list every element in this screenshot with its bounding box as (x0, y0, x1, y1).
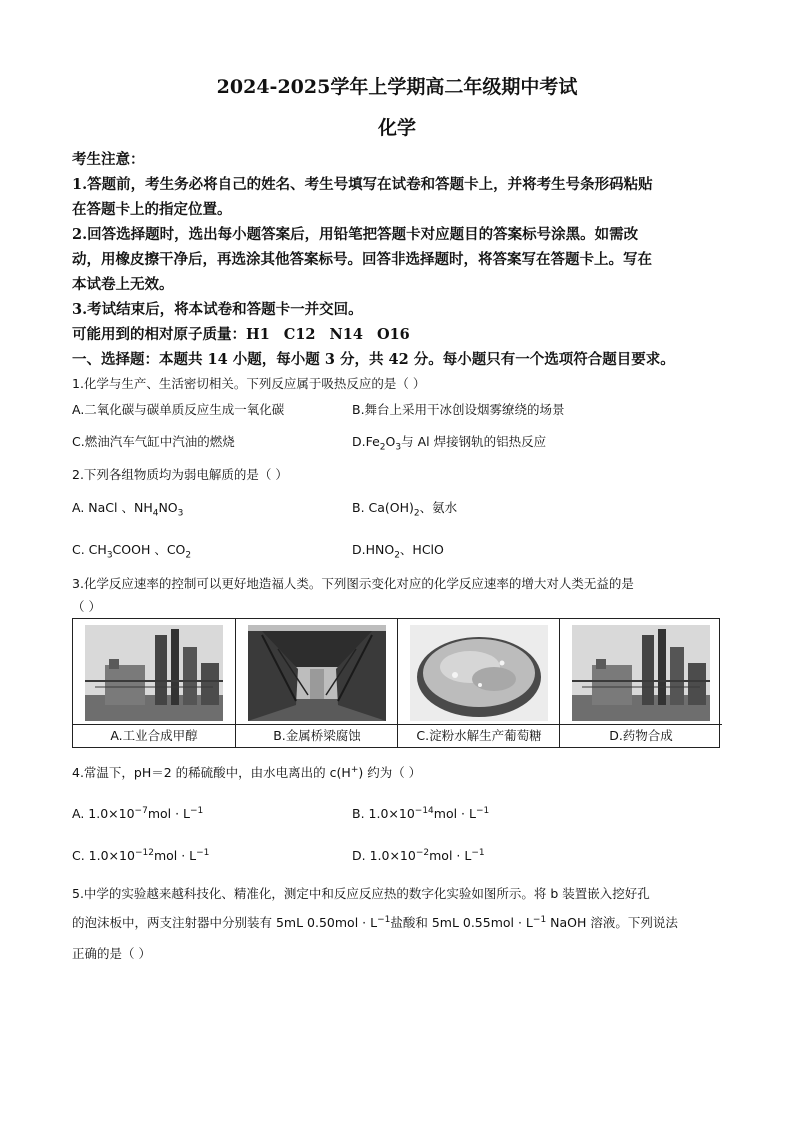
q3-option-d-cell (559, 619, 721, 747)
notice-item-2-line-3: 本试卷上无效。 (72, 276, 174, 293)
notice-item-3: 3.考试结束后，将本试卷和答题卡一并交回。 (72, 301, 363, 318)
q2-option-b: B. $Ca(OH)_2$、氨水 (352, 500, 458, 519)
q3-image-table (72, 618, 720, 748)
q1-option-a: A.二氧化碳与碳单质反应生成一氧化碳 (72, 402, 285, 417)
chemical-plant-image (85, 625, 223, 721)
q3-option-c-label: C.淀粉水解生产葡萄糖 (398, 724, 560, 748)
q1-option-b: B.舞台上采用干冰创设烟雾缭绕的场景 (352, 402, 565, 417)
q4-stem: 4.常温下，pH＝2 的稀硫酸中，由水电离出的 c(H+) 约为（ ） (72, 764, 422, 780)
q3-option-b-label: B.金属桥梁腐蚀 (236, 724, 398, 748)
atomic-mass-o: O16 (376, 326, 410, 343)
q2-option-c: C. $CH_3COOH$ 、$CO_2$ (72, 542, 192, 561)
q2-option-a: A. NaCl 、$NH_4NO_3$ (72, 500, 184, 519)
q2-stem: 2.下列各组物质均为弱电解质的是（ ） (72, 467, 288, 482)
q5-line-1: 5.中学的实验越来越科技化、精准化，测定中和反应反应热的数字化实验如图所示。将 b 装置嵌入挖好孔 (72, 886, 650, 901)
q3-stem-line-1: 3.化学反应速率的控制可以更好地造福人类。下列图示变化对应的化学反应速率的增大对人类无益的是 (72, 576, 634, 591)
q2-option-d: $D.HNO_2$、HClO (352, 542, 444, 561)
q4-option-d: D. $1.0\times 10^{-2}mol \cdot L^{-1}$ (352, 848, 485, 864)
q1-option-d: $D.Fe_2O_3$与 Al 焊接钢轨的铝热反应 (352, 434, 547, 453)
subject-title: 化学 (377, 117, 416, 139)
notice-item-2-line-2: 动，用橡皮擦干净后，再选涂其他答案标号。回答非选择题时，将答案写在答题卡上。写在 (72, 251, 652, 268)
q5-line-3: 正确的是（ ） (72, 946, 151, 961)
atomic-mass-h: H1 (246, 326, 270, 343)
q3-option-a-cell (73, 619, 235, 747)
q3-stem-line-2: （ ） (72, 599, 101, 614)
atomic-mass-line (72, 323, 722, 344)
notice-heading: 考生注意： (72, 151, 145, 168)
q3-option-a-label: A.工业合成甲醇 (73, 724, 235, 748)
atomic-mass-n: N14 (329, 326, 363, 343)
atomic-mass-c: C12 (283, 326, 316, 343)
q4-option-c: C. $1.0\times 10^{-12}mol \cdot L^{-1}$ (72, 848, 210, 864)
q3-option-d-label: D.药物合成 (560, 724, 722, 748)
q3-option-c-cell (397, 619, 559, 747)
steel-bridge-image (248, 625, 386, 721)
chemical-plant-image (572, 625, 710, 721)
notice-item-2-line-1: 2.回答选择题时，选出每小题答案后，用铅笔把答题卡对应题目的答案标号涂黑。如需改 (72, 226, 639, 243)
q1-option-c: C.燃油汽车气缸中汽油的燃烧 (72, 434, 235, 449)
q3-option-b-cell (235, 619, 397, 747)
exam-title: 2024-2025学年上学期高二年级期中考试 (216, 76, 578, 98)
glucose-dish-image (410, 625, 548, 721)
q4-option-b: B. $1.0\times 10^{-14}mol \cdot L^{-1}$ (352, 806, 490, 822)
q5-line-2: 的泡沫板中，两支注射器中分别装有 5mL $0.50mol \cdot L^{-1}$盐酸和 5mL $0.55mol \cdot L^{-1}$ NaOH 溶液。下列说法 (72, 914, 678, 930)
section-1-heading: 一、选择题：本题共 14 小题，每小题 3 分，共 42 分。每小题只有一个选项符合题目要求。 (72, 351, 675, 368)
notice-item-1-line-2: 在答题卡上的指定位置。 (72, 201, 232, 218)
notice-item-1-line-1: 1.答题前，考生务必将自己的姓名、考生号填写在试卷和答题卡上，并将考生号条形码粘贴 (72, 176, 653, 193)
q1-stem: 1.化学与生产、生活密切相关。下列反应属于吸热反应的是（ ） (72, 376, 426, 391)
q4-option-a: A. $1.0\times 10^{-7}mol \cdot L^{-1}$ (72, 806, 204, 822)
atomic-mass-label: 可能用到的相对原子质量： (72, 326, 246, 343)
